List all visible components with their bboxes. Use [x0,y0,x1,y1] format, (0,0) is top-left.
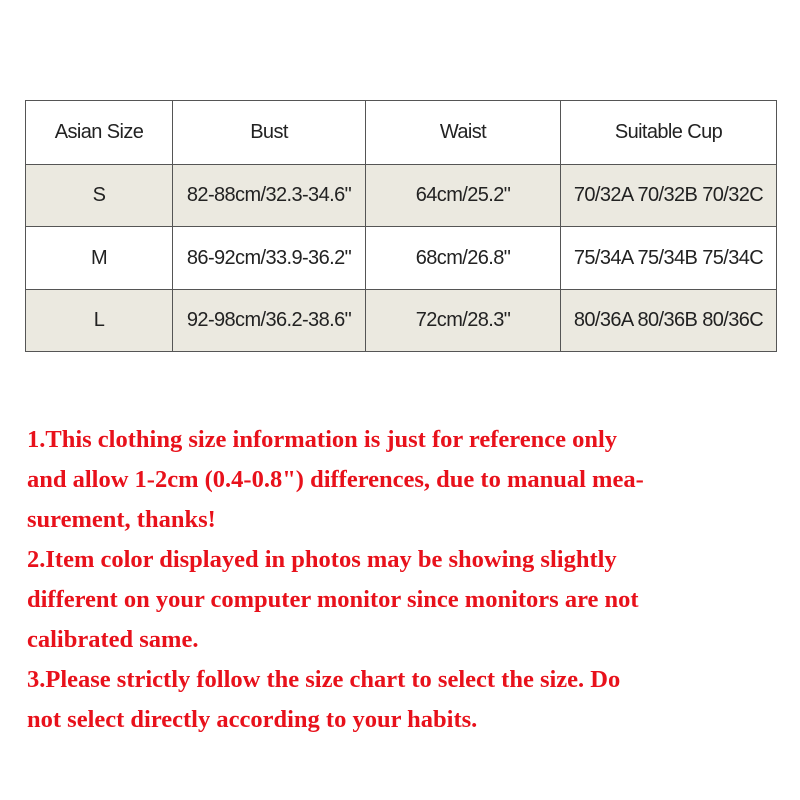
cell-waist: 64cm/25.2" [366,165,561,227]
note-line: 2.Item color displayed in photos may be showing slightly [27,546,617,573]
cell-waist: 72cm/28.3" [366,289,561,351]
table-row [26,165,777,227]
cell-size: L [26,289,173,351]
note-line: calibrated same. [27,626,199,653]
note-line: not select directly according to your habits. [27,706,478,733]
header-asian-size: Asian Size [26,101,173,165]
size-notes [27,420,777,740]
size-chart-table [25,100,777,352]
cell-cup: 70/32A 70/32B 70/32C [561,165,777,227]
cell-bust: 86-92cm/33.9-36.2" [173,227,366,289]
cell-bust: 92-98cm/36.2-38.6" [173,289,366,351]
header-suitable-cup: Suitable Cup [561,101,777,165]
cell-cup: 80/36A 80/36B 80/36C [561,289,777,351]
note-line: 1.This clothing size information is just for reference only [27,426,617,453]
header-bust: Bust [173,101,366,165]
note-line: different on your computer monitor since monitors are not [27,586,639,613]
note-line: 3.Please strictly follow the size chart to select the size. Do [27,666,621,693]
table-header-row [26,101,777,165]
cell-waist: 68cm/26.8" [366,227,561,289]
cell-bust: 82-88cm/32.3-34.6" [173,165,366,227]
table-row [26,227,777,289]
note-line: and allow 1-2cm (0.4-0.8") differences, due to manual mea- [27,466,644,493]
header-waist: Waist [366,101,561,165]
note-line: surement, thanks! [27,506,216,533]
cell-size: S [26,165,173,227]
cell-size: M [26,227,173,289]
cell-cup: 75/34A 75/34B 75/34C [561,227,777,289]
table-row [26,289,777,351]
